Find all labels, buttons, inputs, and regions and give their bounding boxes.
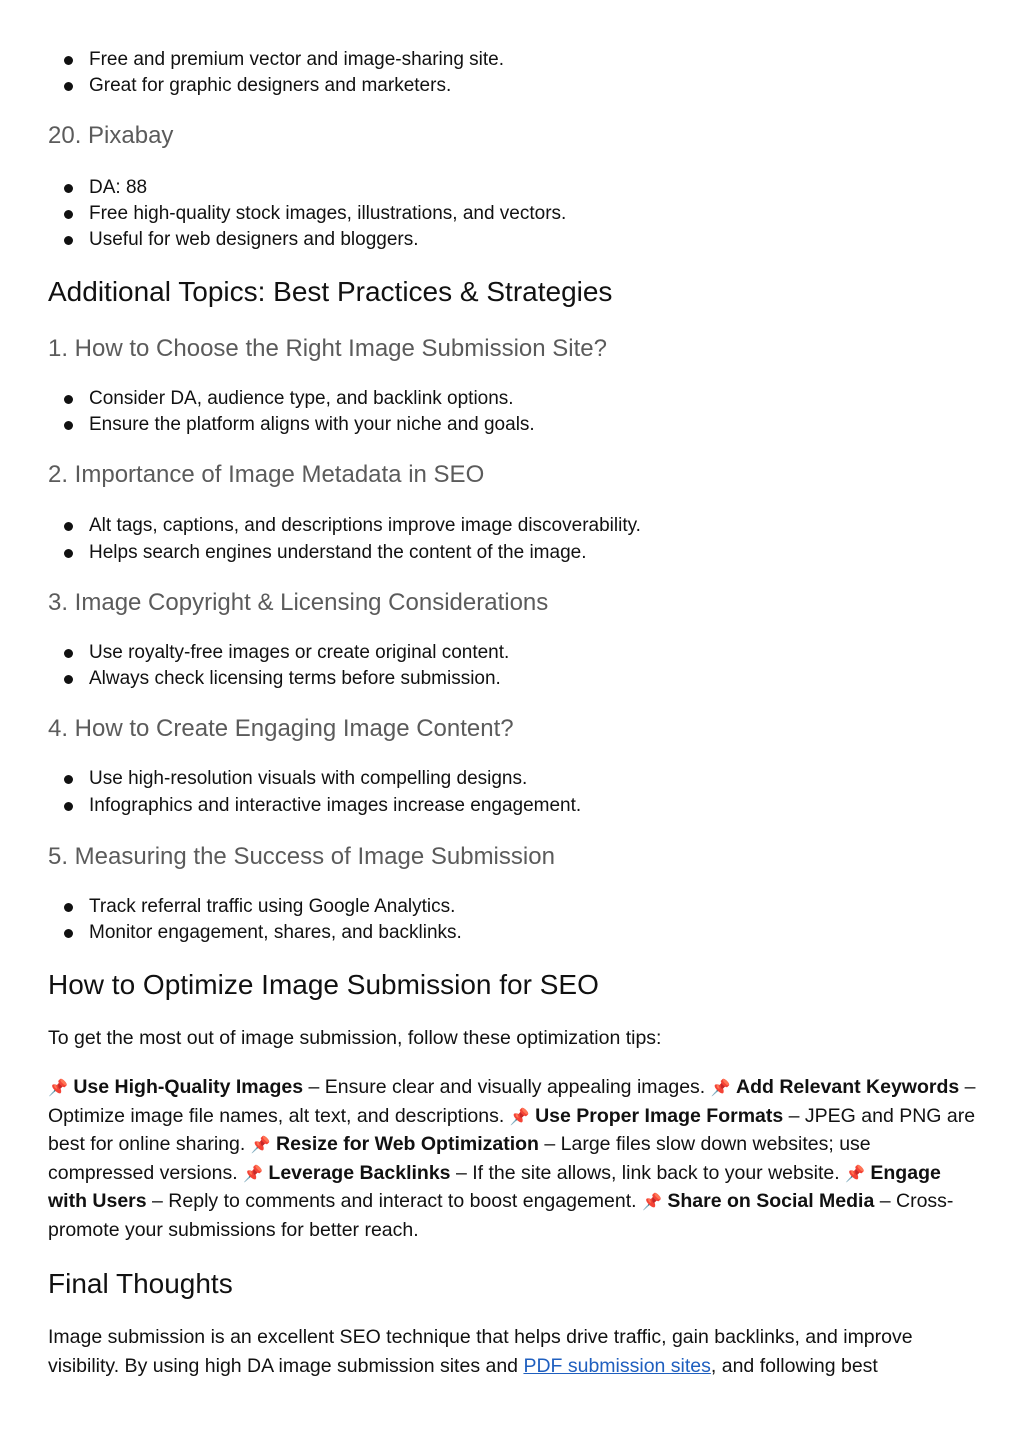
pushpin-icon: 📌 bbox=[250, 1137, 271, 1154]
list-item: Use high-resolution visuals with compelling designs. bbox=[89, 768, 528, 789]
list-item: Use royalty-free images or create original content. bbox=[89, 642, 510, 663]
optimize-intro: To get the most out of image submission, follow these optimization tips: bbox=[48, 1027, 662, 1049]
list-item: Helps search engines understand the content of the image. bbox=[89, 542, 587, 563]
bullet bbox=[64, 929, 73, 938]
tip-description: – Optimize image file names, alt text, and descriptions. bbox=[48, 1076, 976, 1127]
pdf-submission-sites-link[interactable]: PDF submission sites bbox=[523, 1354, 711, 1377]
topic-heading: 5. Measuring the Success of Image Submission bbox=[48, 843, 555, 870]
section-heading-additional-topics: Additional Topics: Best Practices & Strategies bbox=[48, 276, 613, 307]
list-item: Infographics and interactive images increase engagement. bbox=[89, 795, 582, 816]
final-text-before: Image submission is an excellent SEO technique that helps drive traffic, gain backlinks, and improve visibility. By using high DA image submission sites and bbox=[48, 1326, 913, 1377]
optimization-tips-paragraph bbox=[48, 1073, 978, 1244]
tip-description: – Reply to comments and interact to boost engagement. bbox=[146, 1190, 642, 1212]
tip-description: – Ensure clear and visually appealing images. bbox=[303, 1076, 711, 1098]
tip-title: Resize for Web Optimization bbox=[276, 1133, 539, 1155]
tip-title: Use Proper Image Formats bbox=[535, 1104, 784, 1127]
topic-heading: 2. Importance of Image Metadata in SEO bbox=[48, 461, 485, 488]
topic-heading: 3. Image Copyright & Licensing Considerations bbox=[48, 589, 549, 616]
bullet bbox=[64, 184, 73, 193]
bullet bbox=[64, 802, 73, 811]
list-item: Alt tags, captions, and descriptions improve image discoverability. bbox=[89, 515, 641, 536]
list-item: Free and premium vector and image-sharing site. bbox=[89, 49, 505, 70]
list-item: Consider DA, audience type, and backlink options. bbox=[89, 388, 514, 409]
tip-title: Leverage Backlinks bbox=[268, 1161, 451, 1184]
list-item: Track referral traffic using Google Analytics. bbox=[89, 896, 456, 917]
section-heading-optimize: How to Optimize Image Submission for SEO bbox=[48, 969, 599, 1000]
section-heading-pixabay: 20. Pixabay bbox=[48, 122, 174, 149]
bullet bbox=[64, 903, 73, 912]
bullet bbox=[64, 421, 73, 430]
list-item: Monitor engagement, shares, and backlinks. bbox=[89, 922, 462, 943]
list-item: Free high-quality stock images, illustrations, and vectors. bbox=[89, 203, 567, 224]
list-item: Useful for web designers and bloggers. bbox=[89, 229, 419, 250]
bullet bbox=[64, 775, 73, 784]
bullet bbox=[64, 210, 73, 219]
tip-description: – JPEG and PNG are best for online sharing. bbox=[48, 1104, 976, 1155]
pushpin-icon: 📌 bbox=[710, 1080, 731, 1097]
list-item: Ensure the platform aligns with your niche and goals. bbox=[89, 414, 535, 435]
section-heading-final-thoughts: Final Thoughts bbox=[48, 1268, 233, 1299]
topic-heading: 4. How to Create Engaging Image Content? bbox=[48, 715, 514, 742]
bullet bbox=[64, 82, 73, 91]
pushpin-icon: 📌 bbox=[845, 1165, 865, 1183]
tip-title: Add Relevant Keywords bbox=[736, 1076, 960, 1098]
tip-description: – Cross-promote your submissions for better reach. bbox=[48, 1190, 954, 1241]
bullet bbox=[64, 56, 73, 65]
final-text-after: , and following best bbox=[710, 1354, 878, 1377]
tip-description: – Large files slow down websites; use compressed versions. bbox=[48, 1133, 871, 1184]
tip-title: Engage with Users bbox=[48, 1161, 941, 1212]
pushpin-icon: 📌 bbox=[48, 1080, 68, 1097]
tip-description: – If the site allows, link back to your website. bbox=[450, 1161, 846, 1184]
pushpin-icon: 📌 bbox=[509, 1108, 530, 1126]
bullet bbox=[64, 236, 73, 245]
bullet bbox=[64, 522, 73, 531]
final-paragraph bbox=[48, 1323, 978, 1380]
bullet bbox=[64, 675, 73, 684]
bullet bbox=[64, 549, 73, 558]
tip-title: Use High-Quality Images bbox=[73, 1076, 304, 1098]
pushpin-icon: 📌 bbox=[243, 1165, 263, 1183]
bullet bbox=[64, 395, 73, 404]
topic-heading: 1. How to Choose the Right Image Submission Site? bbox=[48, 335, 607, 362]
tip-title: Share on Social Media bbox=[667, 1190, 875, 1212]
list-item: Always check licensing terms before submission. bbox=[89, 668, 501, 689]
list-item: Great for graphic designers and marketers. bbox=[89, 75, 452, 96]
list-item: DA: 88 bbox=[89, 177, 148, 198]
pushpin-icon: 📌 bbox=[642, 1194, 662, 1211]
bullet bbox=[64, 649, 73, 658]
